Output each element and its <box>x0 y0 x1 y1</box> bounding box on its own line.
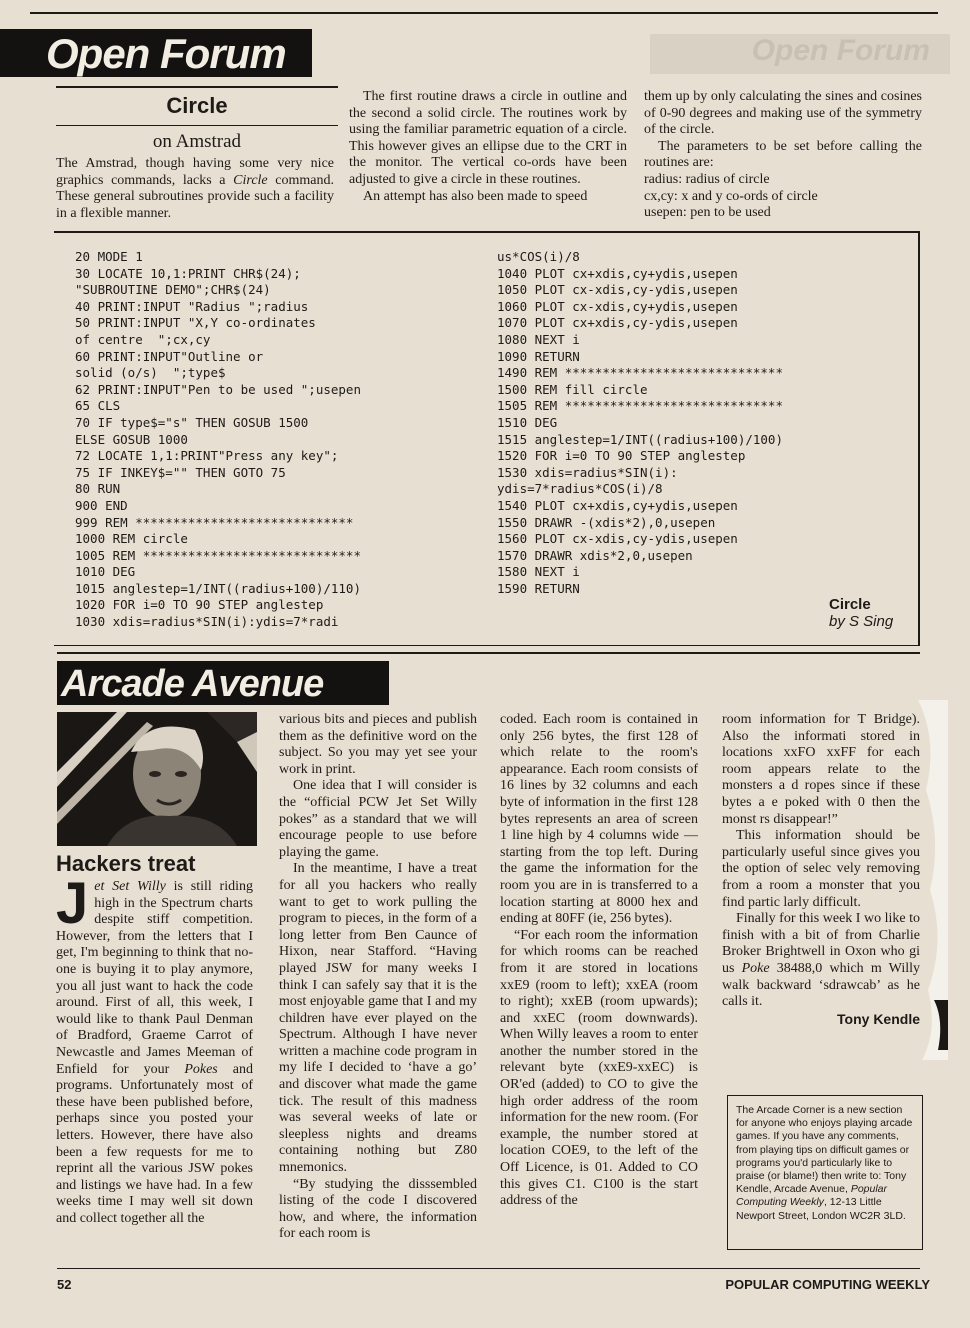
code-listing-left: 20 MODE 1 30 LOCATE 10,1:PRINT CHR$(24); "SUBROUTINE DEMO";CHR$(24) 40 PRINT:INPUT "Radius ";radius 50 PRINT:INPUT "X,Y co-ordinates of centre ";cx,cy 60 PRINT:INPUT"Outline or solid (o/s) ";type$ 62 PRINT:INPUT"Pen to be used ";usepen 65 CLS 70 IF type$="s" THEN GOSUB 1500 ELSE GOSUB 1000 72 LOCATE 1,1:PRINT"Press any key"; 75 IF INKEY$="" THEN GOTO 75 80 RUN 900 END 999 REM ***************************** 1000 REM circle 1005 REM ***************************** 1010 DEG 1015 anglestep=1/INT((radius+100)/110) 1020 FOR i=0 TO 90 STEP anglestep 1030 xdis=radius*SIN(i):ydis=7*radi <box>75 249 361 630</box>
article-title: Circle <box>166 93 228 118</box>
code-listing-right: us*COS(i)/8 1040 PLOT cx+xdis,cy+ydis,usepen 1050 PLOT cx-xdis,cy-ydis,usepen 1060 PLOT cx-xdis,cy+ydis,usepen 1070 PLOT cx+xdis,cy-ydis,usepen 1080 NEXT i 1090 RETURN 1490 REM ***************************** 1500 REM fill circle 1505 REM ***************************** 1510 DEG 1515 anglestep=1/INT((radius+100)/100) 1520 FOR i=0 TO 90 STEP anglestep 1530 xdis=radius*SIN(i): ydis=7*radius*COS(i)/8 1540 PLOT cx+xdis,cy+ydis,usepen 1550 DRAWR -(xdis*2),0,usepen 1560 PLOT cx-xdis,cy-ydis,usepen 1570 DRAWR xdis*2,0,usepen 1580 NEXT i 1590 RETURN <box>497 249 783 596</box>
paragraph: various bits and pieces and publish them as the definitive word on the subject. So you may yet see your work in print. <box>279 712 477 777</box>
article-subtitle: on Amstrad <box>152 131 242 152</box>
paragraph: room information for T Bridge). Also the informati stored in locations xxFO xxFF for each room appears relate to the monsters a d ropes since if these bytes a e poked with 0 then the monst rs disappear!” <box>722 712 920 827</box>
arcade-column-3 <box>500 712 698 1210</box>
title-rule <box>56 86 338 88</box>
circle-column-1 <box>56 156 334 222</box>
section-headline: Hackers treat <box>56 851 196 876</box>
author-photo <box>57 712 257 846</box>
arcade-column-4 <box>722 712 920 1027</box>
paragraph: “By studying the disssembled listing of the code I discovered how, and where, the information for each room is <box>279 1176 477 1242</box>
arcade-column-2 <box>279 712 477 1243</box>
publication-name: POPULAR COMPUTING WEEKLY <box>725 1277 930 1292</box>
paragraph: “For each room the information for which rooms can be reached from it are stored in locations xxE9 (room to left); xxEA (room to right); xxEB (room upwards); and xxEC (room downwards). When Willy leaves a room to enter another the number stored in the relevant byte (xxE9-xxEC) is OR'ed (added) to CO to give the high order address of the room information for the new room. (For example, the number stored at location COE9, to the left of the Off Licence, is 01. Added to CO this gives C1. C100 is the start address of the <box>500 927 698 1209</box>
author-portrait-image <box>57 712 257 846</box>
paragraph: The first routine draws a circle in outline and the second a solid circle. The routines work by using the familiar parametric equation of a circle. This however gives an ellipse due to the CRT in the monitor. The vertical co-ords have been adjusted to give a circle in these routines. <box>349 89 627 187</box>
paragraph: The Amstrad, though having some very nice graphics commands, lacks a Circle command. These general subroutines provide such a facility in a flexible manner. <box>56 156 334 221</box>
author-signature: Tony Kendle <box>837 1010 920 1027</box>
arcade-column-1 <box>56 871 253 1227</box>
paragraph: One idea that I will consider is the “official PCW Jet Set Willy pokes” as a standard that we will encourage people to use before playing the game. <box>279 778 477 860</box>
top-rule <box>30 12 938 14</box>
bleed-through-banner: Open Forum <box>650 34 950 74</box>
arcade-avenue-banner: Arcade Avenue <box>57 661 389 705</box>
title-rule-lower <box>56 125 338 126</box>
paragraph: An attempt has also been made to speed <box>363 188 588 204</box>
circle-column-2 <box>349 89 627 205</box>
listing-credit <box>829 596 893 630</box>
lead-paragraph: Jet Set Willy is still riding high in the Spectrum charts despite stiff competition. However, from the letters that I get, I'm beginning to think that no-one is buying it to play anymore, you all just want to hack the code around. First of all, this week, I would like to thank Paul Denman of Bradford, Graeme Carrot of Newcastle and James Meeman of Enfield for your Pokes and programs. Unfortunately most of these have been published before, perhaps since you posted your letters. However, there have also been a few requests for me to reprint all the various JSW pokes and listings we have had. In a few weeks time I may well sit down and collect together all the <box>56 871 253 1226</box>
footer-rule <box>57 1268 920 1269</box>
page-number: 52 <box>57 1277 72 1292</box>
section-rule <box>57 652 920 654</box>
parameter-line: cx,cy: x and y co-ords of circle <box>644 188 818 204</box>
paragraph: Finally for this week I wo like to finish with a bit of from Charlie Broker Brightwell in Oxon who gi us Poke 38488,0 which m Willy walk backward ‘sdrawcab’ as he calls it. <box>722 911 920 1010</box>
paragraph: coded. Each room is contained in only 256 bytes, the first 128 of which relate to the room's appearance. Each room consists of 16 lines by 32 columns and each byte of information in the first 128 bytes represents an area of screen 1 line high by 4 columns wide — starting from the top left. During the game the information for the room you are in is transferred to a location starting at 8000 hex and ending at 80FF (ie, 256 bytes). <box>500 712 698 927</box>
paragraph: In the meantime, I have a treat for all you hackers who really want to get to work pulling the program to pieces, in the form of a long letter from Ben Caunce of Hixon, near Stafford. “Having played JSW for many weeks I think I can safely say that it is the most enjoyable game that I and my children have ever played on the Spectrum. Although I have never written a machine code program in my life I decided to ‘have a go’ and discover what made the game tick. The result of this madness was several weeks of late or sleepless nights and dreams containing nothing but Z80 mnemonics. <box>279 861 477 1176</box>
credit-title: Circle <box>829 596 871 613</box>
circle-column-3 <box>644 89 922 222</box>
open-forum-banner: Open Forum <box>0 29 312 77</box>
drop-cap: J <box>56 871 89 936</box>
parameter-line: usepen: pen to be used <box>644 205 771 221</box>
paragraph: The parameters to be set before calling the routines are: <box>644 138 922 171</box>
page-tear-damage <box>908 700 948 1060</box>
paragraph: This information should be particularly useful since gives you the option of selec vely removing from a room a monster that you find partic larly difficult. <box>722 828 920 910</box>
credit-author: by S Sing <box>829 613 894 630</box>
arcade-corner-box: The Arcade Corner is a new section for anyone who enjoys playing arcade games. If you have any comments, from playing tips on difficult games or programs you'd particularly like to praise (or blame!) then write to: Tony Kendle, Arcade Avenue, Popular Computing Weekly, 12-13 Little Newport Street, London WC2R 3LD. <box>727 1095 923 1250</box>
paragraph: them up by only calculating the sines and cosines of 0-90 degrees and making use of the symmetry of the circle. <box>644 89 922 138</box>
parameter-line: radius: radius of circle <box>644 171 770 187</box>
